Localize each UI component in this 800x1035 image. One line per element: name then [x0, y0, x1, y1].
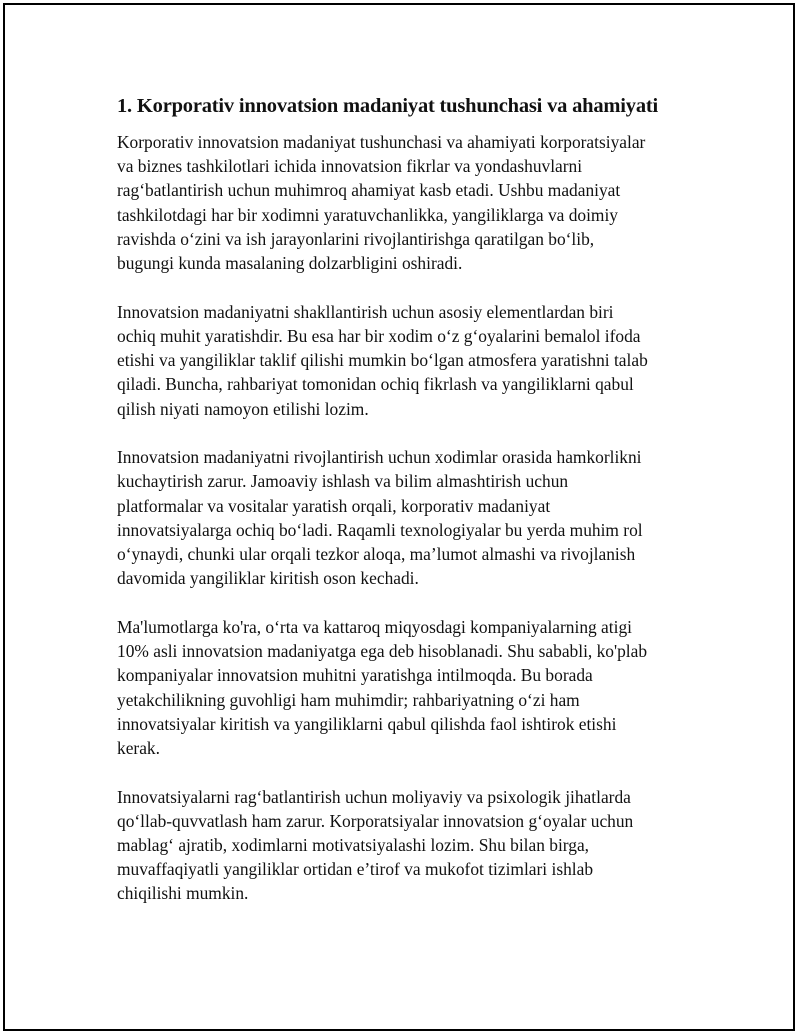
text-line: kerak.	[117, 737, 160, 758]
text-line: ochiq muhit yaratishdir. Bu esa har bir xodim o‘z g‘oyalarini bemalol ifoda	[117, 325, 641, 346]
text-line: Ma'lumotlarga ko'ra, o‘rta va kattaroq miqyosdagi kompaniyalarning atigi	[117, 616, 632, 637]
text-line: qo‘llab-quvvatlash ham zarur. Korporatsiyalar innovatsion g‘oyalar uchun	[117, 810, 634, 831]
text-line: o‘ynaydi, chunki ular orqali tezkor aloqa, ma’lumot almashi va rivojlanish	[117, 544, 636, 565]
text-line: bugungi kunda masalaning dolzarbligini oshiradi.	[117, 253, 463, 274]
text-line: Korporativ innovatsion madaniyat tushunchasi va ahamiyati korporatsiyalar	[117, 132, 646, 152]
text-line: muvaffaqiyatli yangiliklar ortidan e’tirof va mukofot tizimlari ishlab	[117, 859, 594, 880]
text-line: 10% asli innovatsion madaniyatga ega deb hisoblanadi. Shu sababli, ko'plab	[117, 641, 648, 662]
text-line: innovatsiyalarga ochiq bo‘ladi. Raqamli texnologiyalar bu yerda muhim rol	[117, 519, 643, 540]
paragraph-4	[117, 615, 697, 760]
text-line: innovatsiyalar kiritish va yangiliklarni qabul qilishda faol ishtirok etishi	[117, 713, 617, 734]
text-line: rag‘batlantirish uchun muhimroq ahamiyat kasb etadi. Ushbu madaniyat	[117, 180, 621, 201]
text-line: mablag‘ ajratib, xodimlarni motivatsiyalashi lozim. Shu bilan birga,	[117, 835, 590, 856]
text-line: yetakchilikning guvohligi ham muhimdir; rahbariyatning o‘zi ham	[117, 689, 580, 710]
text-line: Innovatsiyalarni rag‘batlantirish uchun moliyaviy va psixologik jihatlarda	[117, 786, 631, 807]
paragraph-1	[117, 130, 697, 275]
text-line: davomida yangiliklar kiritish oson kechadi.	[117, 568, 419, 589]
text-line: qiladi. Buncha, rahbariyat tomonidan ochiq fikrlash va yangiliklarni qabul	[117, 374, 634, 395]
text-line: tashkilotdagi har bir xodimni yaratuvchanlikka, yangiliklarga va doimiy	[117, 204, 618, 225]
text-line: ravishda o‘zini va ish jarayonlarini rivojlantirishga qaratilgan bo‘lib,	[117, 228, 595, 249]
section-heading: 1. Korporativ innovatsion madaniyat tushunchasi va ahamiyati	[117, 95, 659, 117]
text-line: etishi va yangiliklar taklif qilishi mumkin bo‘lgan atmosfera yaratishni talab	[117, 350, 648, 371]
text-line: kuchaytirish zarur. Jamoaviy ishlash va bilim almashtirish uchun	[117, 471, 569, 492]
text-line: chiqilishi mumkin.	[117, 883, 249, 904]
paragraph-2	[117, 300, 697, 421]
document-body	[117, 92, 697, 930]
paragraph-3	[117, 445, 697, 590]
text-line: platformalar va vositalar yaratish orqali, korporativ madaniyat	[117, 495, 551, 516]
text-line: Innovatsion madaniyatni rivojlantirish uchun xodimlar orasida hamkorlikni	[117, 447, 642, 468]
text-line: qilish niyati namoyon etilishi lozim.	[117, 398, 369, 419]
text-line: Innovatsion madaniyatni shakllantirish uchun asosiy elementlardan biri	[117, 301, 614, 322]
paragraph-5	[117, 785, 697, 906]
text-line: va biznes tashkilotlari ichida innovatsion fikrlar va yondashuvlarni	[117, 156, 583, 177]
text-line: kompaniyalar innovatsion muhitni yaratishga intilmoqda. Bu borada	[117, 665, 593, 686]
